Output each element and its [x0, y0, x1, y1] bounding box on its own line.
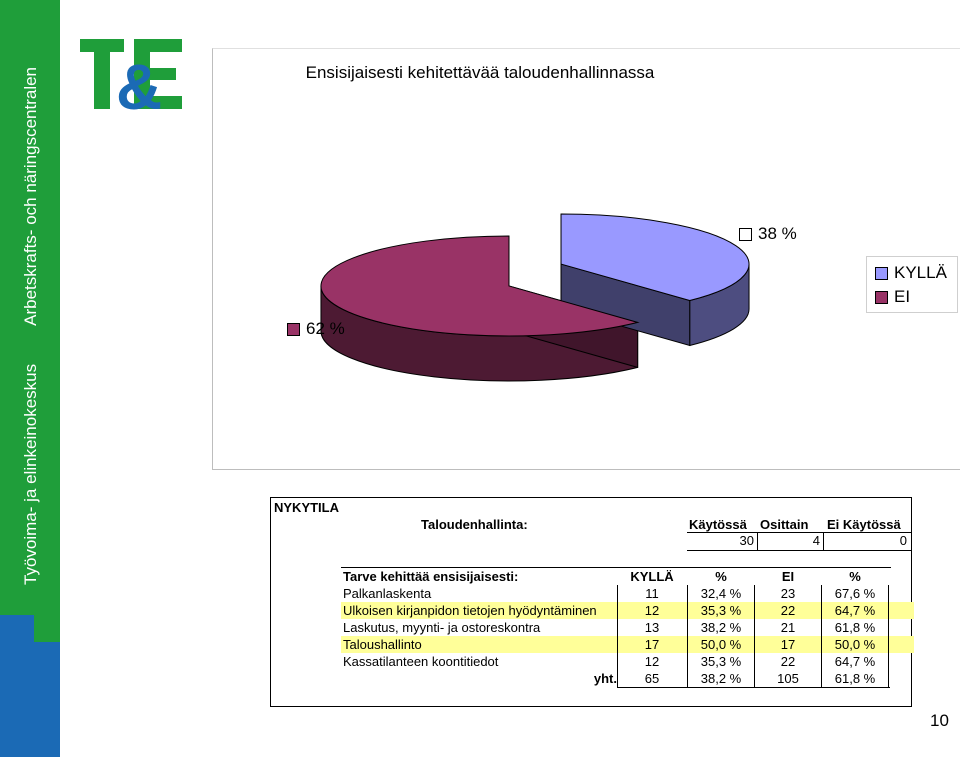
pie-label-ei-text: 62 %	[306, 319, 345, 338]
row-ei-pct: 64,7 %	[834, 654, 876, 669]
pie-label-kylla-text: 38 %	[758, 224, 797, 243]
row-name: Kassatilanteen koontitiedot	[343, 654, 499, 669]
table-row	[341, 602, 914, 619]
row-col-divider-3	[821, 585, 822, 602]
usage-header-kaytossa: Käytössä	[689, 517, 747, 532]
row-ei-pct: 50,0 %	[834, 637, 876, 652]
row-col-divider-0	[617, 619, 618, 636]
col-header-ei: EI	[781, 569, 795, 584]
row-col-divider-2	[754, 619, 755, 636]
total-kylla: 65	[644, 671, 660, 686]
need-top-line	[341, 567, 891, 568]
legend-label-kylla: KYLLÄ	[894, 263, 947, 282]
need-label: Tarve kehittää ensisijaisesti:	[343, 569, 519, 584]
row-col-divider-2	[754, 636, 755, 653]
row-kylla: 12	[644, 654, 660, 669]
row-ei-pct: 61,8 %	[834, 620, 876, 635]
te-logo-graphic	[80, 37, 185, 112]
row-ei: 21	[780, 620, 796, 635]
row-kylla-pct: 32,4 %	[700, 586, 742, 601]
usage-value-kaytossa: 30	[739, 533, 754, 548]
row-name: Palkanlaskenta	[343, 586, 432, 601]
row-col-divider-4	[888, 636, 889, 653]
row-kylla: 11	[645, 586, 659, 601]
col-header-kylla: KYLLÄ	[630, 569, 674, 584]
total-col-divider-4	[888, 670, 889, 687]
row-kylla-pct: 38,2 %	[700, 620, 742, 635]
legend-swatch-kylla	[875, 267, 888, 280]
row-col-divider-1	[687, 585, 688, 602]
row-ei-pct: 64,7 %	[834, 603, 876, 618]
row-col-divider-0	[617, 653, 618, 670]
row-kylla-pct: 35,3 %	[700, 654, 742, 669]
usage-value-ei-kaytossa: 0	[899, 533, 907, 548]
data-table	[270, 497, 912, 707]
row-kylla: 13	[644, 620, 660, 635]
row-name: Ulkoisen kirjanpidon tietojen hyödyntäminen	[343, 603, 597, 618]
row-col-divider-4	[888, 585, 889, 602]
row-col-divider-0	[617, 585, 618, 602]
row-ei: 17	[780, 637, 796, 652]
pie-label-kylla	[739, 224, 797, 244]
band-text-sv: Arbetskrafts- och näringscentralen	[21, 66, 40, 326]
pie-label-kylla-swatch	[739, 228, 752, 241]
pie-label-ei	[287, 319, 345, 339]
table-row	[341, 636, 914, 653]
row-col-divider-3	[821, 636, 822, 653]
col-header-ei-pct: %	[849, 569, 861, 584]
row-col-divider-4	[888, 653, 889, 670]
table-row	[341, 619, 914, 636]
col-header-kylla-pct: %	[715, 569, 727, 584]
side-band	[0, 0, 60, 757]
row-ei: 23	[780, 586, 796, 601]
row-col-divider-4	[888, 602, 889, 619]
total-kylla-pct: 38,2 %	[700, 671, 742, 686]
section-title: NYKYTILA	[274, 500, 339, 515]
row-col-divider-1	[687, 636, 688, 653]
total-bottom-line	[617, 687, 890, 688]
legend-item-kylla	[875, 263, 947, 283]
row-ei-pct: 67,6 %	[834, 586, 876, 601]
page-number: 10	[930, 711, 949, 730]
usage-value-osittain: 4	[812, 533, 820, 548]
usage-label: Taloudenhallinta:	[421, 517, 528, 532]
legend-item-ei	[875, 287, 910, 307]
total-ei-pct: 61,8 %	[834, 671, 876, 686]
total-label: yht.	[593, 671, 617, 686]
row-ei: 22	[780, 603, 796, 618]
band-notch	[34, 615, 60, 642]
table-row	[341, 585, 914, 602]
band-text	[10, 25, 52, 585]
row-col-divider-2	[754, 653, 755, 670]
row-col-divider-3	[821, 602, 822, 619]
row-col-divider-2	[754, 602, 755, 619]
svg-text:&: &	[116, 51, 163, 112]
row-col-divider-1	[687, 653, 688, 670]
row-col-divider-0	[617, 602, 618, 619]
te-logo	[80, 37, 185, 112]
row-col-divider-1	[687, 619, 688, 636]
usage-bottom-line	[687, 550, 911, 551]
total-ei: 105	[777, 671, 799, 686]
usage-col-divider-1	[757, 533, 758, 550]
row-name: Taloushallinto	[343, 637, 422, 652]
pie-label-ei-swatch	[287, 323, 300, 336]
row-col-divider-4	[888, 619, 889, 636]
row-kylla: 12	[644, 603, 660, 618]
legend-label-ei: EI	[894, 287, 911, 306]
pie-chart	[213, 49, 960, 469]
row-col-divider-3	[821, 653, 822, 670]
usage-header-osittain: Osittain	[760, 517, 809, 532]
usage-header-ei-kaytossa: Ei Käytössä	[827, 517, 901, 532]
row-col-divider-2	[754, 585, 755, 602]
band-text-fi: Työvoima- ja elinkeinokeskus	[21, 363, 40, 585]
chart-title: Ensisijaisesti kehitettävää taloudenhallinnassa	[305, 63, 655, 82]
row-kylla: 17	[644, 637, 660, 652]
row-ei: 22	[780, 654, 796, 669]
row-kylla-pct: 35,3 %	[700, 603, 742, 618]
row-name: Laskutus, myynti- ja ostoreskontra	[343, 620, 541, 635]
chart-area	[212, 48, 960, 470]
row-kylla-pct: 50,0 %	[700, 637, 742, 652]
legend-swatch-ei	[875, 291, 888, 304]
table-row	[341, 653, 914, 670]
need-header-row	[341, 568, 914, 585]
row-col-divider-0	[617, 636, 618, 653]
row-col-divider-3	[821, 619, 822, 636]
usage-col-divider-2	[823, 533, 824, 550]
total-row	[341, 670, 914, 687]
chart-legend	[866, 256, 958, 313]
row-col-divider-1	[687, 602, 688, 619]
